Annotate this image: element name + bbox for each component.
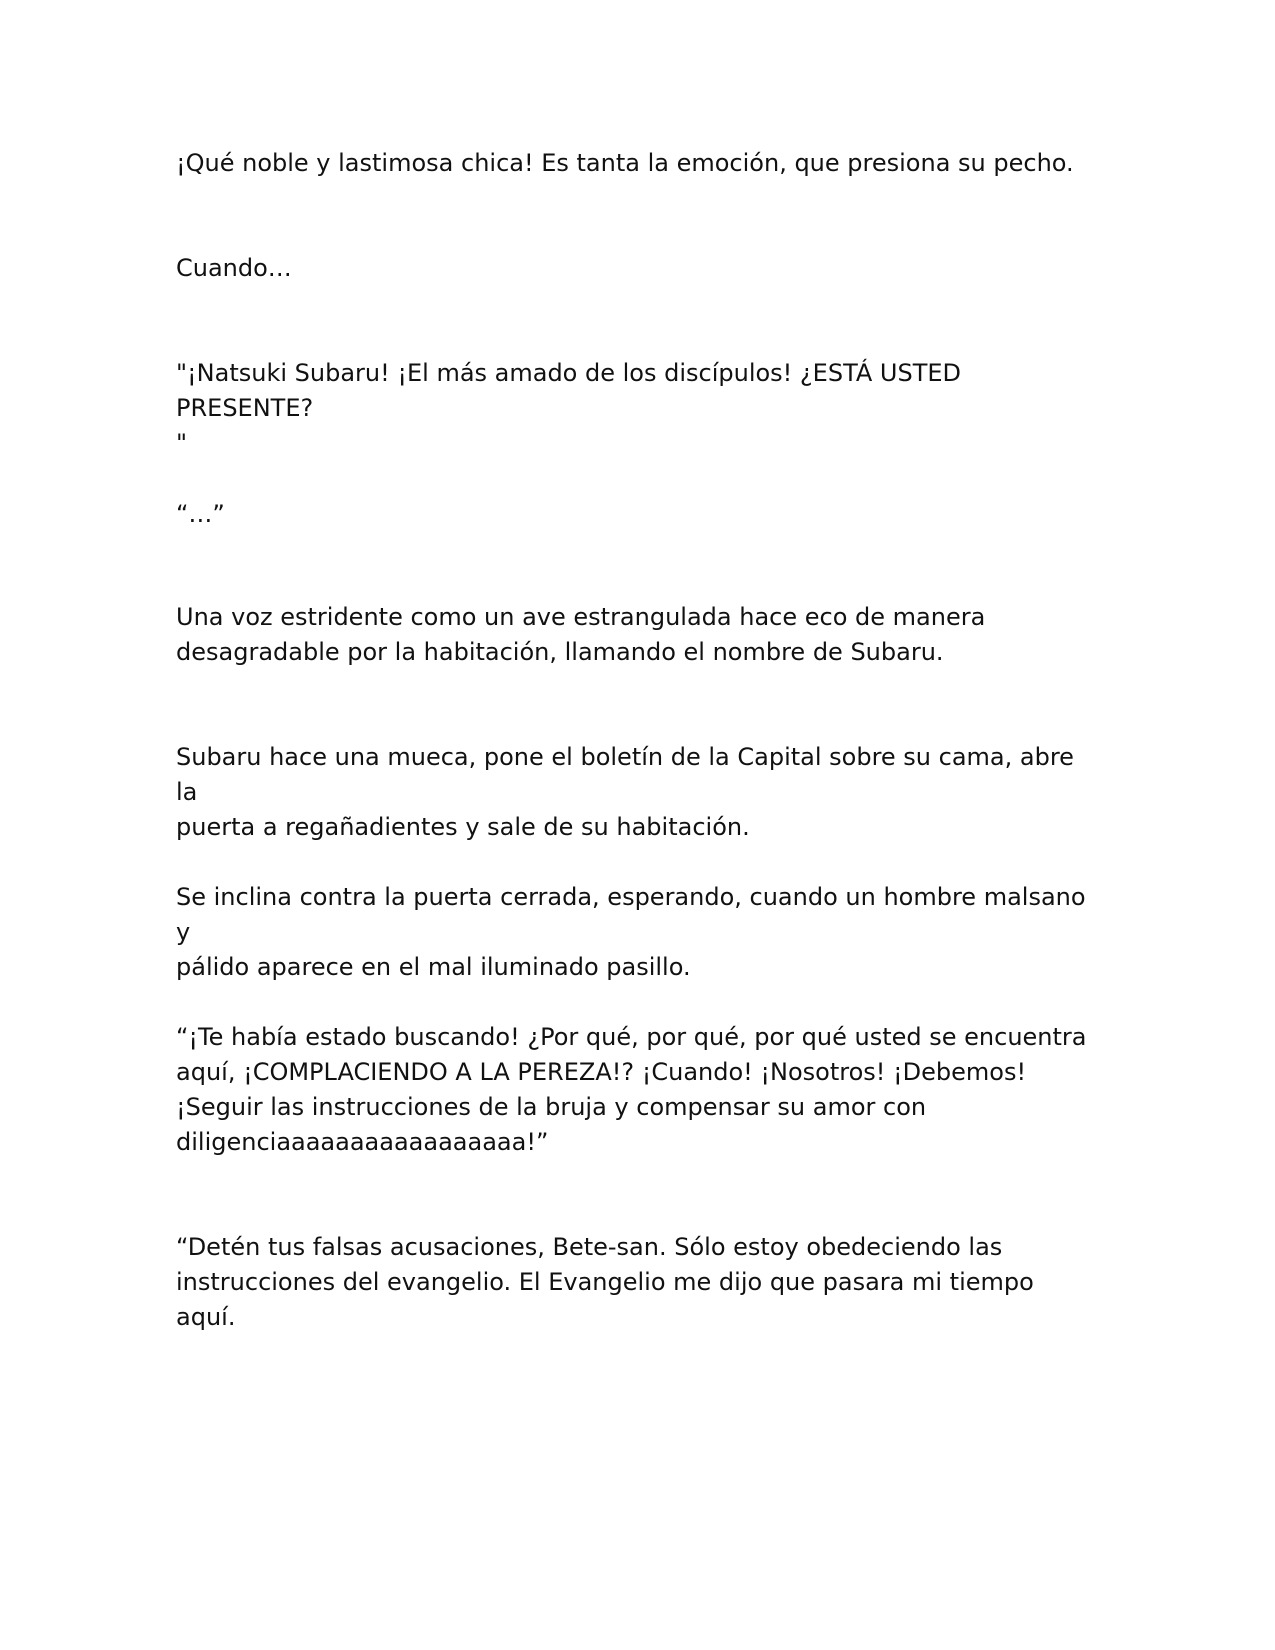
- paragraph-1: ¡Qué noble y lastimosa chica! Es tanta la emoción, que presiona su pecho.: [176, 149, 1074, 177]
- paragraph-7: Se inclina contra la puerta cerrada, esperando, cuando un hombre malsano y pálido aparece en el mal iluminado pasillo.: [176, 883, 1086, 981]
- paragraph-2: Cuando…: [176, 254, 292, 282]
- paragraph-4: “…”: [176, 500, 225, 528]
- paragraph-8: “¡Te había estado buscando! ¿Por qué, por qué, por qué usted se encuentra aquí, ¡COMPLACIENDO A LA PEREZA!? ¡Cuando! ¡Nosotros! ¡Debemos! ¡Seguir las instrucciones de la bruja y compensar su amor con diligenciaaaaaaaaaaaaaaaaa!”: [176, 1023, 1087, 1156]
- paragraph-9: “Detén tus falsas acusaciones, Bete-san. Sólo estoy obedeciendo las instrucciones del evangelio. El Evangelio me dijo que pasara mi tiempo aquí.: [176, 1233, 1034, 1331]
- paragraph-6: Subaru hace una mueca, pone el boletín de la Capital sobre su cama, abre la puerta a regañadientes y sale de su habitación.: [176, 743, 1074, 841]
- paragraph-3: "¡Natsuki Subaru! ¡El más amado de los discípulos! ¿ESTÁ USTED PRESENTE? ": [176, 359, 962, 457]
- paragraph-5: Una voz estridente como un ave estrangulada hace eco de manera desagradable por la habitación, llamando el nombre de Subaru.: [176, 603, 986, 666]
